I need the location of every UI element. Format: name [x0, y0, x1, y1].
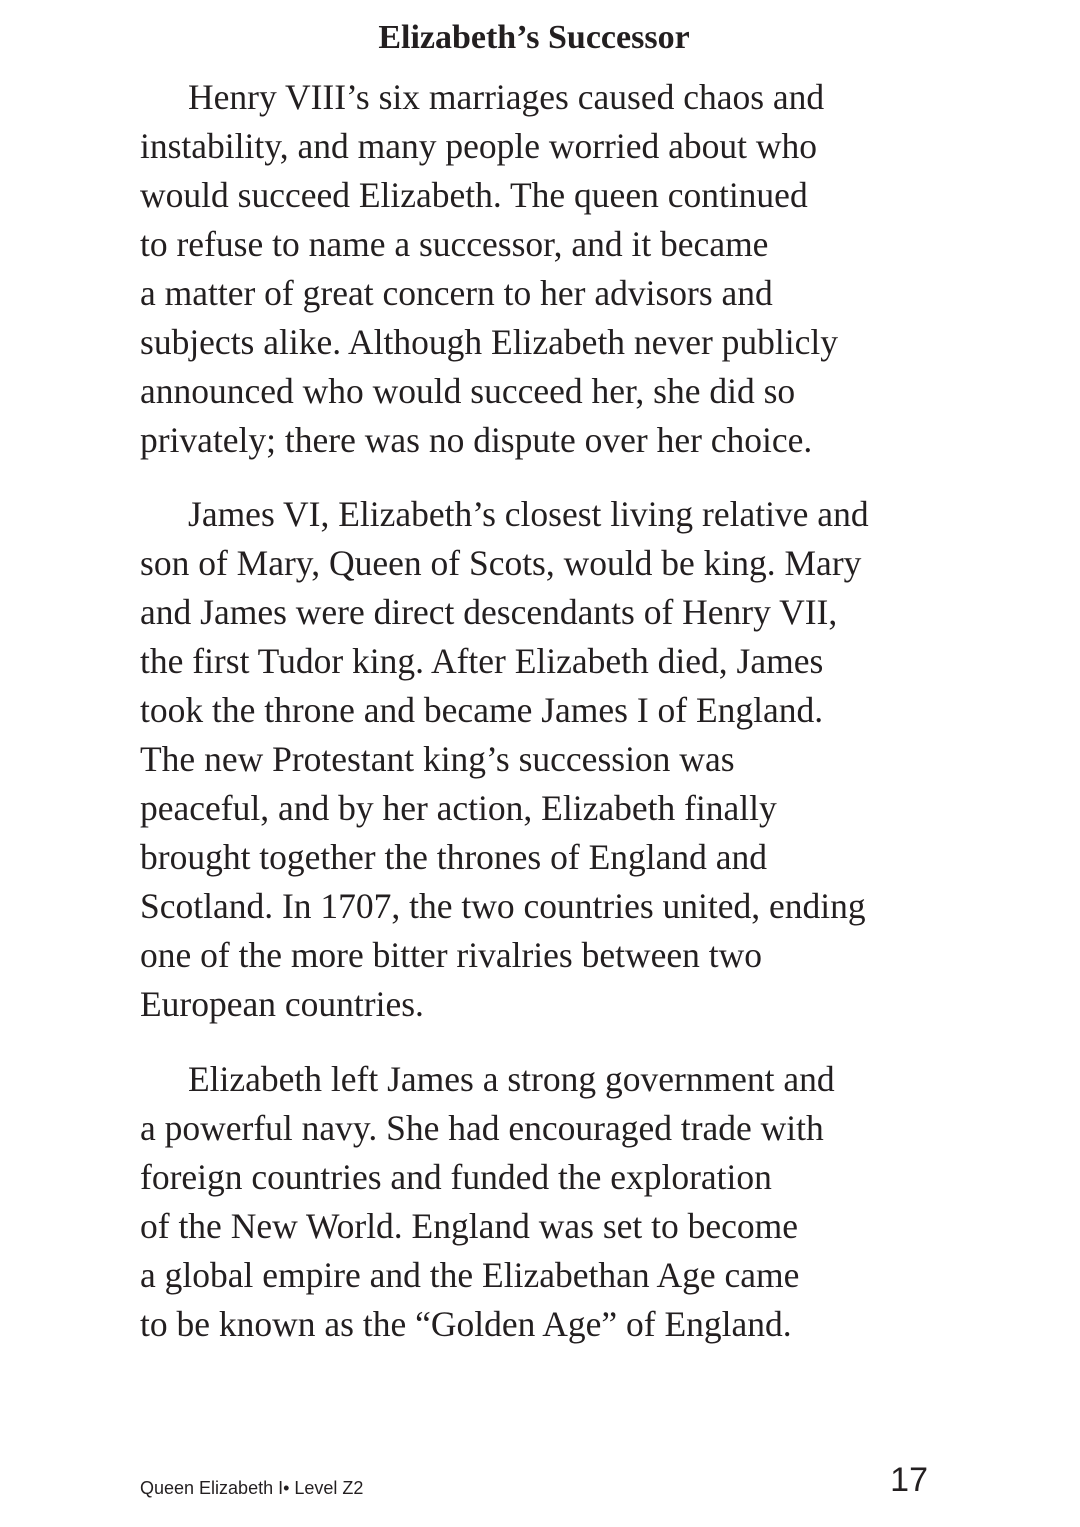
text-line: a powerful navy. She had encouraged trade with — [140, 1108, 824, 1148]
text-line: would succeed Elizabeth. The queen continued — [140, 175, 808, 215]
text-line: a global empire and the Elizabethan Age came — [140, 1255, 800, 1295]
text-line: to refuse to name a successor, and it became — [140, 224, 769, 264]
text-line: Henry VIII’s six marriages caused chaos and — [188, 77, 825, 117]
text-line: subjects alike. Although Elizabeth never publicly — [140, 322, 838, 362]
text-line: a matter of great concern to her advisors and — [140, 273, 773, 313]
text-line: Elizabeth left James a strong government and — [188, 1059, 835, 1099]
text-line: Scotland. In 1707, the two countries united, ending — [140, 886, 866, 926]
text-line: and James were direct descendants of Henry VII, — [140, 592, 838, 632]
text-line: privately; there was no dispute over her choice. — [140, 420, 813, 460]
text-line: one of the more bitter rivalries between two — [140, 935, 763, 975]
text-line: the first Tudor king. After Elizabeth died, James — [140, 641, 824, 681]
text-line: son of Mary, Queen of Scots, would be king. Mary — [140, 543, 862, 583]
page-title: Elizabeth’s Successor — [378, 19, 690, 56]
text-line: instability, and many people worried about who — [140, 126, 817, 166]
paragraph — [140, 1055, 930, 1349]
text-line: James VI, Elizabeth’s closest living relative and — [188, 494, 869, 534]
footer-book-title: Queen Elizabeth I• Level Z2 — [140, 1478, 364, 1498]
text-line: to be known as the “Golden Age” of England. — [140, 1304, 792, 1344]
text-line: took the throne and became James I of England. — [140, 690, 824, 730]
text-line: brought together the thrones of England and — [140, 837, 768, 877]
text-line: of the New World. England was set to become — [140, 1206, 798, 1246]
text-line: peaceful, and by her action, Elizabeth finally — [140, 788, 777, 828]
paragraph — [140, 490, 930, 1029]
text-line: foreign countries and funded the exploration — [140, 1157, 772, 1197]
text-line: announced who would succeed her, she did so — [140, 371, 796, 411]
paragraph — [140, 73, 930, 465]
page-number: 17 — [890, 1461, 928, 1499]
text-line: European countries. — [140, 984, 424, 1024]
text-line: The new Protestant king’s succession was — [140, 739, 735, 779]
